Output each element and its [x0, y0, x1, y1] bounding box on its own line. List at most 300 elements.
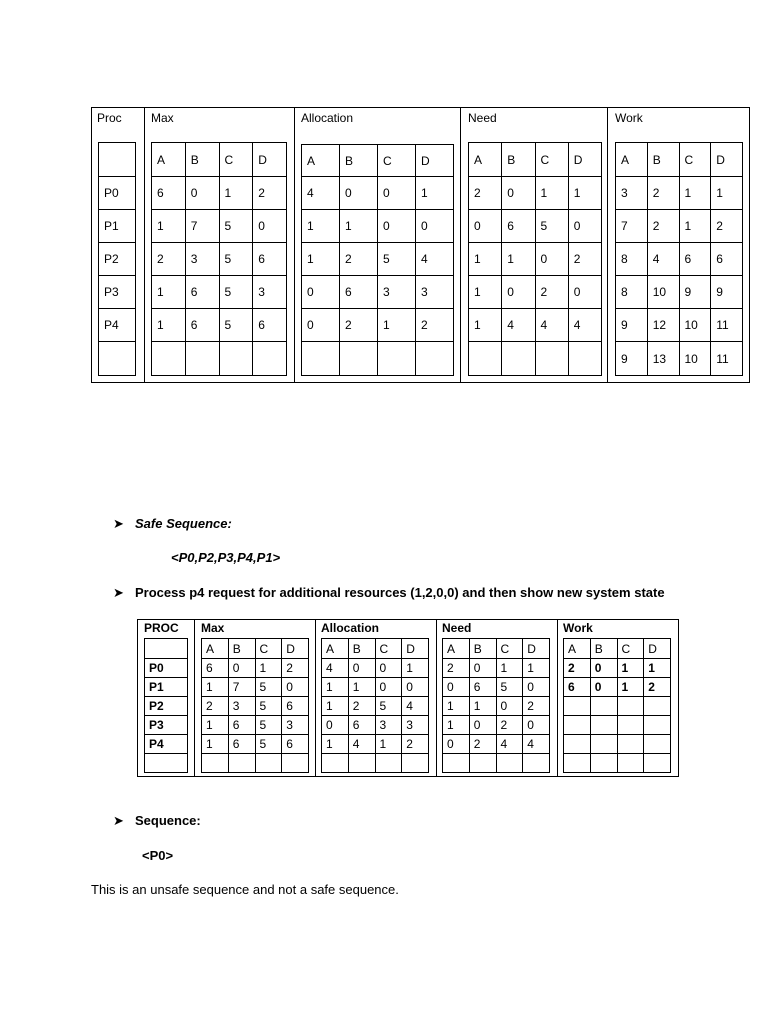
value-cell: 1	[152, 210, 186, 243]
value-cell: 0	[568, 210, 601, 243]
value-cell: 3	[253, 276, 287, 309]
value-cell: 1	[340, 210, 378, 243]
allocation-header-2: Allocation	[321, 621, 380, 635]
value-cell: 5	[255, 735, 282, 754]
value-cell: 1	[679, 210, 711, 243]
value-cell	[564, 697, 591, 716]
value-cell	[302, 342, 340, 376]
value-cell: 1	[416, 177, 454, 210]
value-cell: 6	[469, 678, 496, 697]
table-header-row	[302, 145, 454, 177]
table-row	[616, 309, 743, 342]
resource-header-cell: D	[253, 143, 287, 177]
table-row	[564, 735, 671, 754]
value-cell: 5	[219, 210, 253, 243]
value-cell: 0	[185, 177, 219, 210]
value-cell: 4	[647, 243, 679, 276]
value-cell: 5	[255, 716, 282, 735]
work-header-2: Work	[563, 621, 593, 635]
value-cell	[564, 716, 591, 735]
table-row	[202, 678, 309, 697]
proc-table-2	[144, 638, 188, 773]
table-header-row	[564, 639, 671, 659]
table-row	[202, 754, 309, 773]
value-cell: 6	[564, 678, 591, 697]
value-cell: 0	[502, 177, 535, 210]
value-cell: 1	[152, 276, 186, 309]
value-cell: 2	[568, 243, 601, 276]
resource-header-cell: B	[590, 639, 617, 659]
table-row	[99, 243, 136, 276]
value-cell: 0	[568, 276, 601, 309]
table-row	[302, 309, 454, 342]
table-row	[202, 735, 309, 754]
value-cell	[469, 754, 496, 773]
resource-header-cell: C	[378, 145, 416, 177]
value-cell: 0	[416, 210, 454, 243]
value-cell	[402, 754, 429, 773]
value-cell: 2	[253, 177, 287, 210]
resource-header-cell: C	[255, 639, 282, 659]
resource-header-cell: A	[564, 639, 591, 659]
table-row	[443, 754, 550, 773]
value-cell: 8	[616, 276, 648, 309]
value-cell	[564, 754, 591, 773]
value-cell: 1	[443, 697, 470, 716]
value-cell: 1	[219, 177, 253, 210]
value-cell: 3	[282, 716, 309, 735]
value-cell: 0	[443, 678, 470, 697]
value-cell: 3	[416, 276, 454, 309]
value-cell: 0	[340, 177, 378, 210]
value-cell: 11	[711, 342, 743, 376]
value-cell	[340, 342, 378, 376]
need-table-2	[442, 638, 550, 773]
safe-sequence-label: Safe Sequence:	[135, 516, 232, 531]
value-cell	[590, 697, 617, 716]
value-cell: 2	[647, 177, 679, 210]
value-cell	[590, 735, 617, 754]
value-cell: 4	[348, 735, 375, 754]
resource-header-cell: A	[469, 143, 502, 177]
resource-header-cell: A	[322, 639, 349, 659]
resource-header-cell: C	[679, 143, 711, 177]
work-table-2	[563, 638, 671, 773]
table-row	[469, 210, 602, 243]
conclusion-text: This is an unsafe sequence and not a safe sequence.	[91, 882, 399, 897]
table-row	[302, 243, 454, 276]
process-cell: P3	[99, 276, 136, 309]
value-cell: 1	[617, 678, 644, 697]
table-row	[99, 342, 136, 376]
value-cell: 1	[535, 177, 568, 210]
table-row	[152, 177, 287, 210]
value-cell: 10	[679, 342, 711, 376]
value-cell: 1	[443, 716, 470, 735]
max-table	[151, 142, 287, 376]
safe-sequence-bullet	[113, 516, 232, 532]
resource-header-cell: B	[502, 143, 535, 177]
work-table	[615, 142, 743, 376]
allocation-table-2	[321, 638, 429, 773]
value-cell: 0	[535, 243, 568, 276]
value-cell	[644, 735, 671, 754]
process-cell: P4	[145, 735, 188, 754]
value-cell: 5	[219, 309, 253, 342]
value-cell: 5	[219, 243, 253, 276]
value-cell: 2	[152, 243, 186, 276]
table-row	[443, 716, 550, 735]
value-cell: 2	[711, 210, 743, 243]
process-cell: P1	[99, 210, 136, 243]
value-cell: 0	[375, 659, 402, 678]
proc-header-2: PROC	[144, 621, 179, 635]
value-cell: 2	[469, 735, 496, 754]
value-cell: 6	[185, 309, 219, 342]
value-cell: 0	[496, 697, 523, 716]
value-cell: 10	[679, 309, 711, 342]
value-cell	[523, 754, 550, 773]
value-cell	[469, 342, 502, 376]
value-cell: 1	[322, 697, 349, 716]
value-cell: 6	[679, 243, 711, 276]
table-row	[443, 678, 550, 697]
value-cell: 3	[228, 697, 255, 716]
table-header-row	[443, 639, 550, 659]
value-cell: 0	[523, 716, 550, 735]
value-cell: 0	[469, 210, 502, 243]
value-cell: 0	[469, 716, 496, 735]
table-row	[469, 243, 602, 276]
value-cell: 1	[302, 243, 340, 276]
resource-header-cell: A	[443, 639, 470, 659]
value-cell: 6	[253, 309, 287, 342]
value-cell: 3	[375, 716, 402, 735]
table-row	[202, 697, 309, 716]
value-cell: 1	[568, 177, 601, 210]
value-cell: 4	[502, 309, 535, 342]
value-cell: 6	[282, 735, 309, 754]
table-row	[469, 309, 602, 342]
value-cell: 6	[502, 210, 535, 243]
value-cell: 1	[502, 243, 535, 276]
value-cell: 0	[348, 659, 375, 678]
work-header: Work	[615, 111, 643, 125]
max-header: Max	[151, 111, 174, 125]
table-row	[145, 754, 188, 773]
value-cell	[617, 735, 644, 754]
value-cell: 0	[375, 678, 402, 697]
need-header-2: Need	[442, 621, 472, 635]
table-header-row	[469, 143, 602, 177]
value-cell: 12	[647, 309, 679, 342]
value-cell: 2	[523, 697, 550, 716]
value-cell: 2	[443, 659, 470, 678]
value-cell: 4	[402, 697, 429, 716]
resource-header-cell: D	[644, 639, 671, 659]
value-cell	[617, 716, 644, 735]
value-cell: 1	[375, 735, 402, 754]
table-row	[469, 276, 602, 309]
resource-header-cell: B	[228, 639, 255, 659]
table-row	[469, 177, 602, 210]
proc-table	[98, 142, 136, 376]
process-cell	[145, 639, 188, 659]
process-cell	[145, 754, 188, 773]
table-header-row	[202, 639, 309, 659]
value-cell: 0	[469, 659, 496, 678]
value-cell: 0	[378, 210, 416, 243]
table-row	[564, 678, 671, 697]
table-row	[145, 659, 188, 678]
table-row	[322, 659, 429, 678]
table-row	[202, 716, 309, 735]
resource-header-cell: A	[302, 145, 340, 177]
arrow-bullet-icon: ➤	[113, 585, 124, 600]
resource-header-cell: D	[568, 143, 601, 177]
value-cell: 2	[282, 659, 309, 678]
table-row	[443, 697, 550, 716]
value-cell: 1	[322, 735, 349, 754]
value-cell: 2	[340, 243, 378, 276]
resource-header-cell: A	[616, 143, 648, 177]
request-text: Process p4 request for additional resources (1,2,0,0) and then show new system state	[135, 585, 665, 600]
table-row	[616, 210, 743, 243]
process-cell: P2	[99, 243, 136, 276]
table-row	[302, 342, 454, 376]
value-cell: 0	[322, 716, 349, 735]
table-row	[564, 697, 671, 716]
value-cell: 5	[219, 276, 253, 309]
value-cell	[617, 754, 644, 773]
table-row	[145, 735, 188, 754]
value-cell: 4	[322, 659, 349, 678]
value-cell: 1	[202, 735, 229, 754]
table-row	[564, 716, 671, 735]
table-row	[99, 210, 136, 243]
value-cell	[375, 754, 402, 773]
table-row	[99, 143, 136, 177]
value-cell	[348, 754, 375, 773]
table-row	[322, 697, 429, 716]
allocation-table	[301, 144, 454, 376]
max-table-2	[201, 638, 309, 773]
value-cell: 6	[228, 735, 255, 754]
value-cell	[590, 754, 617, 773]
value-cell: 1	[378, 309, 416, 342]
value-cell	[322, 754, 349, 773]
value-cell: 0	[228, 659, 255, 678]
value-cell: 1	[302, 210, 340, 243]
value-cell	[590, 716, 617, 735]
value-cell: 0	[590, 678, 617, 697]
resource-header-cell: C	[496, 639, 523, 659]
value-cell: 0	[302, 309, 340, 342]
value-cell: 6	[152, 177, 186, 210]
resource-header-cell: C	[535, 143, 568, 177]
sequence-value: <P0>	[142, 848, 174, 863]
request-bullet	[113, 585, 665, 601]
value-cell: 9	[711, 276, 743, 309]
value-cell: 1	[469, 309, 502, 342]
table-row	[152, 276, 287, 309]
value-cell: 4	[416, 243, 454, 276]
value-cell: 4	[496, 735, 523, 754]
table-row	[322, 678, 429, 697]
table-row	[322, 754, 429, 773]
value-cell	[202, 754, 229, 773]
resource-header-cell: C	[617, 639, 644, 659]
value-cell	[416, 342, 454, 376]
table-row	[616, 276, 743, 309]
value-cell: 2	[202, 697, 229, 716]
value-cell: 4	[535, 309, 568, 342]
value-cell: 8	[616, 243, 648, 276]
table-row	[322, 735, 429, 754]
value-cell: 2	[348, 697, 375, 716]
resource-header-cell: D	[416, 145, 454, 177]
sequence-label: Sequence:	[135, 813, 201, 828]
value-cell	[185, 342, 219, 376]
table-row	[302, 276, 454, 309]
resource-header-cell: B	[647, 143, 679, 177]
value-cell	[219, 342, 253, 376]
safe-sequence-value: <P0,P2,P3,P4,P1>	[171, 550, 281, 565]
need-header: Need	[468, 111, 497, 125]
value-cell	[644, 716, 671, 735]
arrow-bullet-icon: ➤	[113, 516, 124, 531]
table-row	[152, 309, 287, 342]
value-cell	[535, 342, 568, 376]
value-cell: 6	[202, 659, 229, 678]
process-cell: P3	[145, 716, 188, 735]
value-cell: 2	[564, 659, 591, 678]
value-cell: 5	[378, 243, 416, 276]
value-cell: 1	[322, 678, 349, 697]
value-cell: 1	[469, 243, 502, 276]
table-row	[99, 276, 136, 309]
value-cell	[443, 754, 470, 773]
value-cell: 7	[185, 210, 219, 243]
value-cell: 9	[616, 342, 648, 376]
table-row	[145, 697, 188, 716]
value-cell: 1	[644, 659, 671, 678]
value-cell: 10	[647, 276, 679, 309]
table-row	[469, 342, 602, 376]
value-cell: 2	[496, 716, 523, 735]
value-cell: 2	[416, 309, 454, 342]
process-cell	[99, 342, 136, 376]
value-cell	[568, 342, 601, 376]
value-cell: 6	[228, 716, 255, 735]
value-cell: 4	[302, 177, 340, 210]
value-cell: 4	[523, 735, 550, 754]
process-cell: P2	[145, 697, 188, 716]
table-row	[443, 735, 550, 754]
value-cell: 6	[348, 716, 375, 735]
value-cell	[644, 697, 671, 716]
value-cell: 6	[340, 276, 378, 309]
value-cell: 9	[679, 276, 711, 309]
value-cell: 0	[590, 659, 617, 678]
need-table	[468, 142, 602, 376]
value-cell	[255, 754, 282, 773]
value-cell	[502, 342, 535, 376]
value-cell: 0	[378, 177, 416, 210]
value-cell	[152, 342, 186, 376]
table-header-row	[322, 639, 429, 659]
resource-header-cell: C	[219, 143, 253, 177]
value-cell: 1	[711, 177, 743, 210]
value-cell: 7	[228, 678, 255, 697]
value-cell: 5	[375, 697, 402, 716]
value-cell: 1	[523, 659, 550, 678]
resource-header-cell: A	[202, 639, 229, 659]
value-cell: 0	[443, 735, 470, 754]
sequence-bullet	[113, 813, 201, 829]
table-header-row	[616, 143, 743, 177]
value-cell	[617, 697, 644, 716]
table-row	[302, 177, 454, 210]
value-cell: 3	[402, 716, 429, 735]
value-cell: 1	[202, 716, 229, 735]
value-cell	[378, 342, 416, 376]
value-cell: 0	[502, 276, 535, 309]
resource-header-cell: D	[523, 639, 550, 659]
value-cell	[282, 754, 309, 773]
value-cell: 13	[647, 342, 679, 376]
value-cell: 1	[679, 177, 711, 210]
resource-header-cell: D	[711, 143, 743, 177]
value-cell: 1	[402, 659, 429, 678]
table-row	[99, 177, 136, 210]
value-cell: 9	[616, 309, 648, 342]
resource-header-cell: B	[340, 145, 378, 177]
process-cell: P4	[99, 309, 136, 342]
value-cell: 6	[711, 243, 743, 276]
allocation-header: Allocation	[301, 111, 354, 125]
value-cell: 6	[253, 243, 287, 276]
value-cell: 1	[348, 678, 375, 697]
value-cell: 2	[469, 177, 502, 210]
value-cell	[564, 735, 591, 754]
resource-header-cell: A	[152, 143, 186, 177]
max-header-2: Max	[201, 621, 225, 635]
value-cell: 2	[340, 309, 378, 342]
table-row	[145, 639, 188, 659]
resource-header-cell: D	[402, 639, 429, 659]
table-row	[564, 659, 671, 678]
value-cell: 1	[496, 659, 523, 678]
process-cell: P1	[145, 678, 188, 697]
value-cell: 3	[616, 177, 648, 210]
value-cell: 2	[644, 678, 671, 697]
table-row	[152, 342, 287, 376]
table-row	[616, 243, 743, 276]
value-cell: 0	[253, 210, 287, 243]
value-cell: 1	[255, 659, 282, 678]
table-row	[322, 716, 429, 735]
value-cell: 2	[647, 210, 679, 243]
table-row	[145, 678, 188, 697]
value-cell	[644, 754, 671, 773]
resource-header-cell: D	[282, 639, 309, 659]
value-cell: 0	[523, 678, 550, 697]
table-row	[443, 659, 550, 678]
value-cell	[253, 342, 287, 376]
value-cell: 2	[402, 735, 429, 754]
value-cell	[496, 754, 523, 773]
